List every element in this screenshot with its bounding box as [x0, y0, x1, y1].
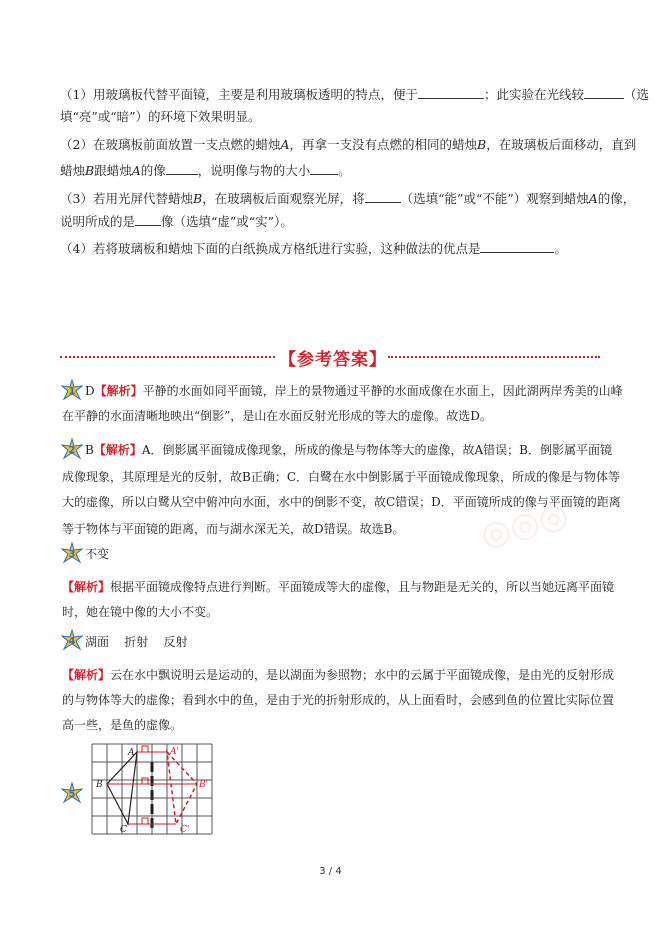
answer-1-number-icon: [61, 379, 83, 401]
watermark: ◎◎◎: [476, 494, 573, 556]
label-c: C: [120, 825, 127, 835]
q2-blank-1: [166, 162, 198, 175]
q3-text-a: （3）若用光屏代替蜡烛: [60, 191, 193, 206]
q2-text-e: 跟蜡烛: [94, 163, 132, 178]
answer-4-tag: 【解析】: [62, 668, 111, 682]
divider-dots-right: [388, 356, 600, 360]
divider-dots-left: [60, 356, 275, 360]
answer-1-text-1: 平静的水面如同平面镜，岸上的景物通过平静的水面成像在水面上，因此湖两岸秀美的山峰: [142, 384, 623, 398]
answer-1-number: 1: [68, 386, 76, 397]
answer-4-number-icon: [61, 629, 83, 651]
q2-text-h: 。: [338, 163, 351, 178]
answer-1-tag: 【解析】: [94, 384, 143, 398]
answer-3-number: 3: [68, 549, 76, 560]
q4-text-b: 。: [554, 241, 567, 256]
answer-4-text-1: 云在水中飘说明云是运动的，是以湖面为参照物；水中的云属于平面镜成像，是由光的反射形成: [110, 668, 615, 682]
q1-blank-2: [584, 86, 624, 99]
q2-text-d: 蜡烛: [60, 163, 86, 178]
answer-2-number: 2: [68, 445, 76, 456]
answer-2-line4: 等于物体与平面镜的距离，而与湖水深无关，故D错误。故选B。: [62, 522, 405, 536]
q1-line2: [60, 108, 261, 125]
answer-1-line2: 在平静的水面清晰地映出“倒影”，是山在水面反射光形成的等大的虚像。故选D。: [62, 409, 492, 423]
q3-line1: [60, 190, 635, 207]
right-angle-mark-b: [142, 778, 148, 784]
q3-text-f: 像（选填“虚”或“实”）。: [161, 214, 293, 229]
q2-text-a: （2）在玻璃板前面放置一支点燃的蜡烛: [60, 137, 281, 152]
answer-4-line3: 高一些，是鱼的虚像。: [62, 718, 183, 732]
answer-4-answer: 湖面 折射 反射: [85, 635, 188, 649]
answer-2-number-icon: [61, 438, 83, 460]
q3-text-e: 说明所成的是: [60, 214, 136, 229]
label-a-prime: A': [170, 747, 179, 757]
answer-header: 【参考答案】: [279, 345, 387, 370]
q3-var-a: B: [192, 191, 203, 206]
q2-var-a: A: [280, 137, 290, 152]
q1-blank-1: [418, 86, 484, 99]
answer-2-tag: 【解析】: [93, 443, 142, 457]
q3-line2: [60, 213, 293, 230]
answer-3-answer: 不变: [85, 547, 110, 561]
answer-3-line1: [62, 576, 614, 598]
answer-2-line3: 大的虚像，所以白鹭从空中俯冲向水面，水中的倒影不变，故C错误；D．平面镜所成的像与平面镜的距离: [62, 495, 621, 509]
page-number: 3 / 4: [319, 866, 342, 877]
q3-blank-1: [365, 190, 401, 203]
label-b: B: [96, 780, 103, 790]
answer-4-line1: [62, 664, 614, 686]
answer-5-number-icon: [61, 782, 83, 804]
q4-text-a: （4）若将玻璃板和蜡烛下面的白纸换成方格纸进行实验，这种做法的优点是: [60, 241, 481, 256]
q3-blank-2: [135, 213, 161, 226]
mirror-image-diagram: [88, 740, 214, 840]
answer-2-line2: 成像现象，其原理是光的反射，故B正确；C．白鹭在水中倒影属于平面镜成像现象，所成的像是与物体等: [62, 470, 621, 484]
answer-2-letter: B: [85, 443, 94, 457]
answer-4-line2: 的与物体等大的虚像；看到水中的鱼，是由于光的折射形成的，从上面看时，会感到鱼的位置比实际位置: [62, 693, 615, 707]
answer-3-line2: 时，她在镜中像的大小不变。: [62, 605, 219, 619]
answer-3-number-icon: [61, 542, 83, 564]
answer-4-number: 4: [68, 636, 76, 647]
q3-var-c: A: [588, 191, 598, 206]
answer-5-number: 5: [68, 789, 76, 800]
q2-var-b: B: [477, 137, 487, 152]
answer-3-tag: 【解析】: [62, 580, 111, 594]
right-angle-mark-a: [142, 746, 148, 752]
label-a: A: [128, 748, 135, 758]
answer-1-letter: D: [85, 384, 95, 398]
q2-var-d: B: [85, 163, 95, 178]
q2-text-b: ，再拿一支没有点燃的相同的蜡烛: [289, 137, 478, 152]
label-c-prime: C': [180, 825, 190, 835]
q4-line1: [60, 240, 567, 257]
q2-text-c: ，在玻璃板后面移动，直到: [486, 137, 637, 152]
q2-line2: [60, 162, 351, 179]
answer-1-line1: [85, 380, 623, 402]
q2-blank-2: [310, 162, 338, 175]
right-angle-mark-c: [142, 818, 148, 824]
answer-3-text-1: 根据平面镜成像特点进行判断。平面镜成等大的虚像，且与物距是无关的，所以当她远离平面镜: [110, 580, 615, 594]
q4-blank-1: [480, 240, 554, 253]
q1-text-d: 填“亮”或“暗”）的环境下效果明显。: [60, 109, 261, 124]
q2-text-g: ，说明像与物的大小: [197, 163, 311, 178]
q1-text-b: ；此实验在光线较: [483, 87, 584, 102]
q1-text-a: （1）用玻璃板代替平面镜，主要是利用玻璃板透明的特点，便于: [60, 87, 418, 102]
q1-line1: [60, 86, 649, 103]
answer-2-line1: [85, 439, 612, 461]
label-b-prime: B': [199, 780, 209, 790]
q2-text-f: 的像: [140, 163, 166, 178]
q3-text-d: 的像，: [597, 191, 636, 206]
q3-text-b: ，在玻璃板后面观察光屏，将: [202, 191, 365, 206]
q3-text-c: （选填“能”或“不能”）观察到蜡烛: [400, 191, 589, 206]
answer-2-text-1: A．倒影属平面镜成像现象，所成的像是与物体等大的虚像，故A错误；B．倒影属平面镜: [141, 443, 612, 457]
q2-var-e: A: [131, 163, 141, 178]
q1-text-c: （选: [623, 87, 649, 102]
q2-line1: [60, 136, 636, 153]
